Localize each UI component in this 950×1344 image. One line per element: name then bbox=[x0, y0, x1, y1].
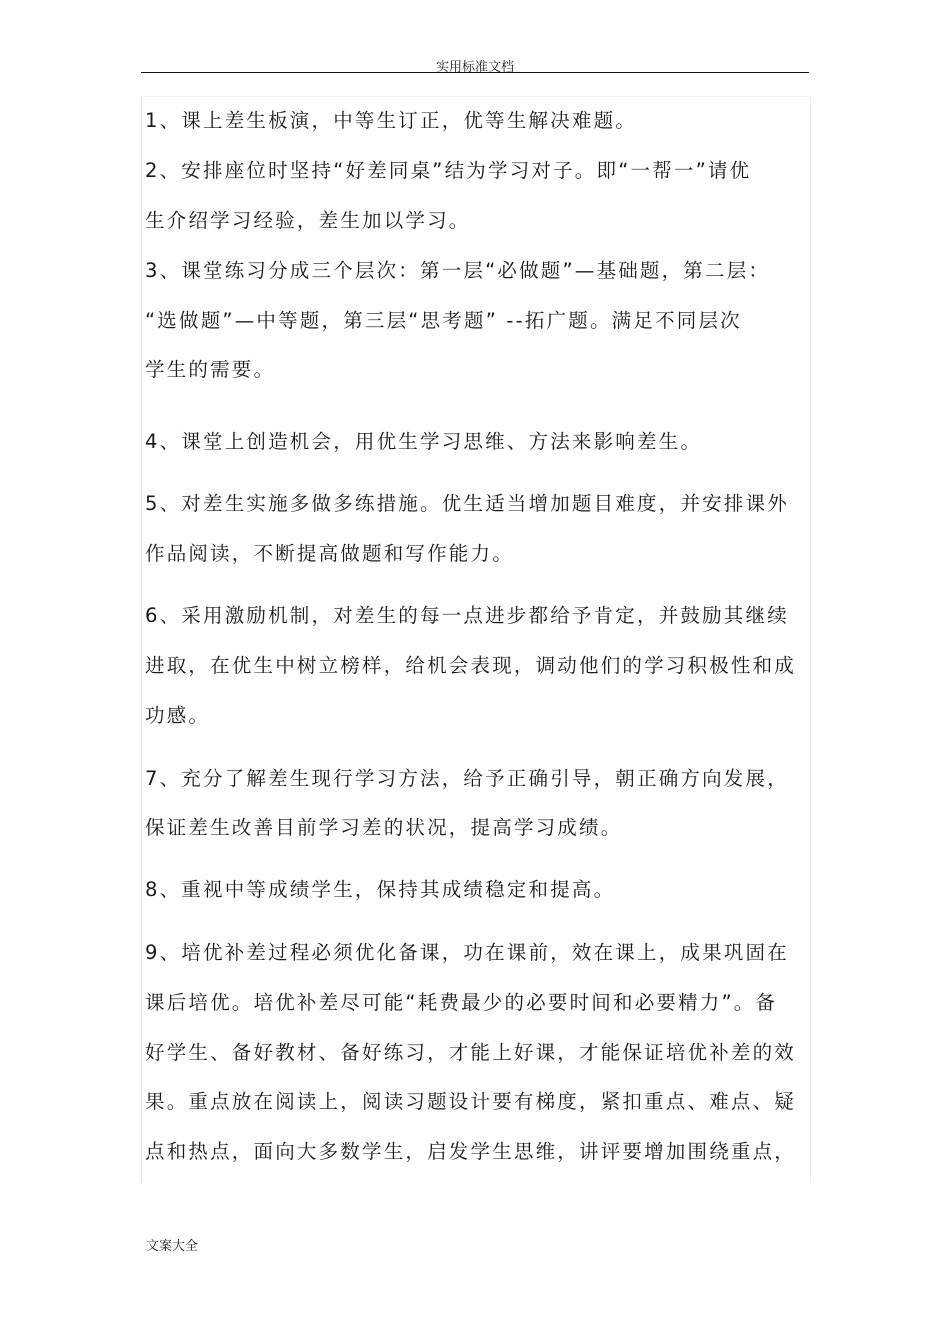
paragraph-3-line-1: 3、课堂练习分成三个层次：第一层“必做题”—基础题，第二层： bbox=[145, 259, 771, 282]
paragraph-2-line-1: 2、安排座位时坚持“好差同桌”结为学习对子。即“一帮一”请优 bbox=[145, 159, 752, 182]
page-footer-text: 文案大全 bbox=[146, 1239, 199, 1254]
paragraph-8-line-1: 8、重视中等成绩学生，保持其成绩稳定和提高。 bbox=[145, 878, 616, 901]
paragraph-7-line-2: 保证差生改善目前学习差的状况，提高学习成绩。 bbox=[145, 816, 623, 839]
paragraph-7-line-1: 7、充分了解差生现行学习方法，给予正确引导，朝正确方向发展， bbox=[145, 767, 789, 790]
paragraph-6-line-2: 进取，在优生中树立榜样，给机会表现，调动他们的学习积极性和成 bbox=[145, 654, 797, 677]
page-header-title: 实用标准文档 bbox=[435, 60, 514, 75]
paragraph-2-line-2: 生介绍学习经验，差生加以学习。 bbox=[145, 209, 471, 232]
paragraph-5-line-1: 5、对差生实施多做多练措施。优生适当增加题目难度，并安排课外 bbox=[145, 492, 789, 515]
paragraph-9-line-1: 9、培优补差过程必须优化备课，功在课前，效在课上，成果巩固在 bbox=[145, 941, 789, 964]
paragraph-9-line-4: 果。重点放在阅读上，阅读习题设计要有梯度，紧扣重点、难点、疑 bbox=[145, 1090, 797, 1113]
header-divider bbox=[141, 72, 809, 73]
paragraph-9-line-3: 好学生、备好教材、备好练习，才能上好课，才能保证培优补差的效 bbox=[145, 1041, 797, 1064]
paragraph-4-line-1: 4、课堂上创造机会，用优生学习思维、方法来影响差生。 bbox=[145, 430, 703, 453]
paragraph-5-line-2: 作品阅读，不断提高做题和写作能力。 bbox=[145, 542, 514, 565]
paragraph-3-line-2: “选做题”—中等题，第三层“思考题” --拓广题。满足不同层次 bbox=[145, 309, 742, 332]
paragraph-6-line-1: 6、采用激励机制，对差生的每一点进步都给予肯定，并鼓励其继续 bbox=[145, 604, 789, 627]
paragraph-9-line-2: 课后培优。培优补差尽可能“耗费最少的必要时间和必要精力”。备 bbox=[145, 991, 778, 1014]
paragraph-6-line-3: 功感。 bbox=[145, 704, 211, 727]
paragraph-1-line-1: 1、课上差生板演，中等生订正，优等生解决难题。 bbox=[145, 109, 638, 132]
paragraph-9-line-5: 点和热点，面向大多数学生，启发学生思维，讲评要增加围绕重点， bbox=[145, 1140, 797, 1163]
paragraph-3-line-3: 学生的需要。 bbox=[145, 358, 276, 381]
